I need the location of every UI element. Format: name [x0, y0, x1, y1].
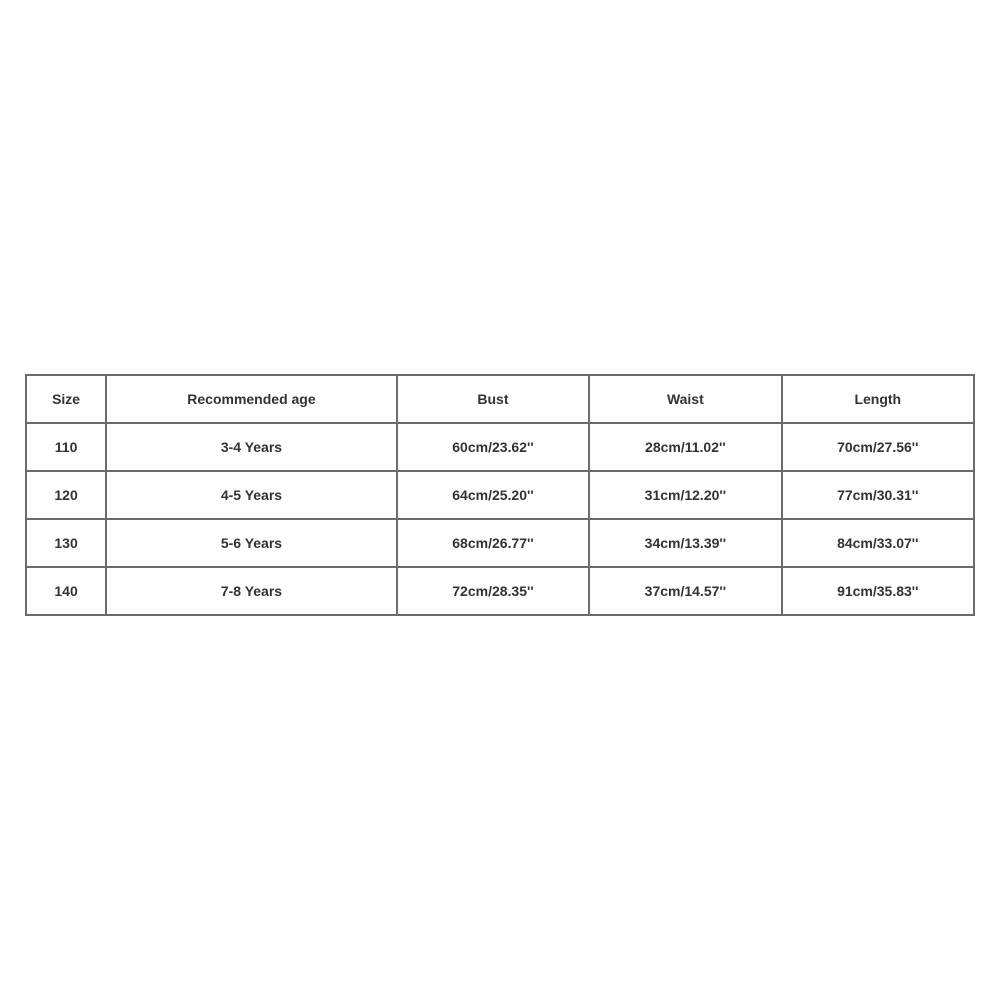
cell-length: 77cm/30.31'': [782, 471, 974, 519]
header-waist: Waist: [589, 375, 781, 423]
cell-waist: 28cm/11.02'': [589, 423, 781, 471]
table-row: [26, 519, 974, 567]
cell-bust: 68cm/26.77'': [397, 519, 589, 567]
cell-size: 130: [26, 519, 106, 567]
header-size: Size: [26, 375, 106, 423]
cell-length: 70cm/27.56'': [782, 423, 974, 471]
cell-length: 91cm/35.83'': [782, 567, 974, 615]
table-row: [26, 567, 974, 615]
cell-recommended-age: 5-6 Years: [106, 519, 397, 567]
table-header-row: [26, 375, 974, 423]
cell-waist: 34cm/13.39'': [589, 519, 781, 567]
cell-waist: 37cm/14.57'': [589, 567, 781, 615]
cell-recommended-age: 7-8 Years: [106, 567, 397, 615]
header-bust: Bust: [397, 375, 589, 423]
size-chart-table: [25, 374, 975, 616]
table-row: [26, 423, 974, 471]
table-row: [26, 471, 974, 519]
cell-recommended-age: 4-5 Years: [106, 471, 397, 519]
cell-size: 140: [26, 567, 106, 615]
cell-recommended-age: 3-4 Years: [106, 423, 397, 471]
cell-length: 84cm/33.07'': [782, 519, 974, 567]
cell-bust: 60cm/23.62'': [397, 423, 589, 471]
header-length: Length: [782, 375, 974, 423]
cell-waist: 31cm/12.20'': [589, 471, 781, 519]
cell-size: 110: [26, 423, 106, 471]
header-recommended-age: Recommended age: [106, 375, 397, 423]
cell-bust: 64cm/25.20'': [397, 471, 589, 519]
cell-size: 120: [26, 471, 106, 519]
cell-bust: 72cm/28.35'': [397, 567, 589, 615]
